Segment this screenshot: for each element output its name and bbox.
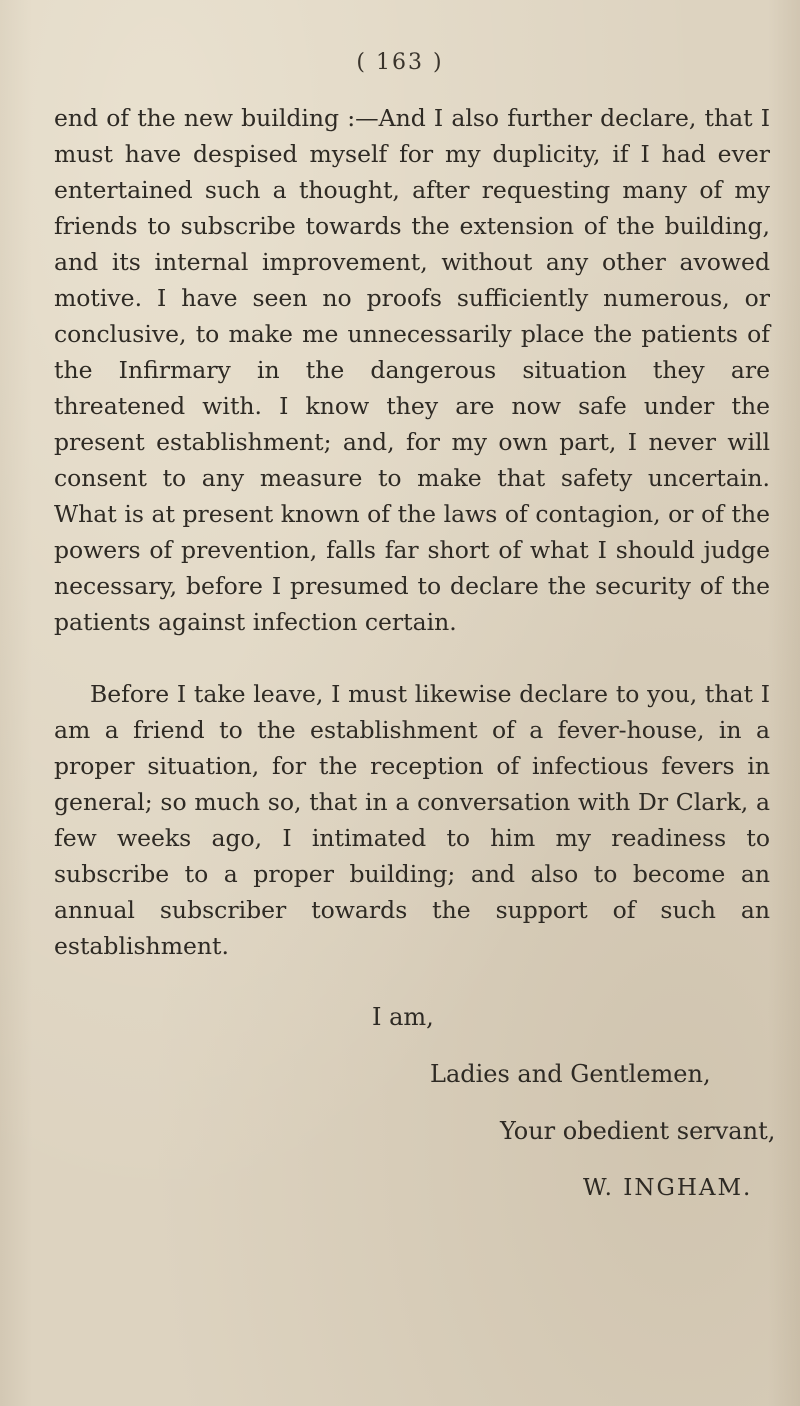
- signature: W. INGHAM.: [583, 1175, 753, 1201]
- closing-line-i-am: I am,: [372, 1003, 434, 1031]
- paragraph-2: Before I take leave, I must likewise declare to you, that I am a friend to the establishment of a fever-house, in a proper situation, for the reception of infectious fevers in general; so much so, that in a conversation with Dr Clark, a few weeks ago, I intimated to him my readiness to subscribe to a proper building; and also to become an annual subscriber towards the support of such an establishment.: [54, 680, 770, 960]
- paragraph-1: end of the new building :—And I also further declare, that I must have despised myself for my duplicity, if I had ever entertained such a thought, after requesting many of my friends to subscribe towards the extension of the building, and its internal improvement, without any other avowed motive. I have seen no proofs sufficiently numerous, or conclusive, to make me unnecessarily place the patients of the Infirmary in the dangerous situation they are threatened with. I know they are now safe under the present establishment; and, for my own part, I never will consent to any measure to make that safety uncertain. What is at present known of the laws of contagion, or of the powers of prevention, falls far short of what I should judge necessary, before I presumed to declare the security of the patients against infection certain.: [54, 104, 770, 636]
- body-text: [54, 100, 770, 964]
- closing-valediction: Your obedient servant,: [500, 1117, 776, 1145]
- page-number: ( 163 ): [356, 50, 444, 75]
- closing-salutation: Ladies and Gentlemen,: [430, 1060, 711, 1088]
